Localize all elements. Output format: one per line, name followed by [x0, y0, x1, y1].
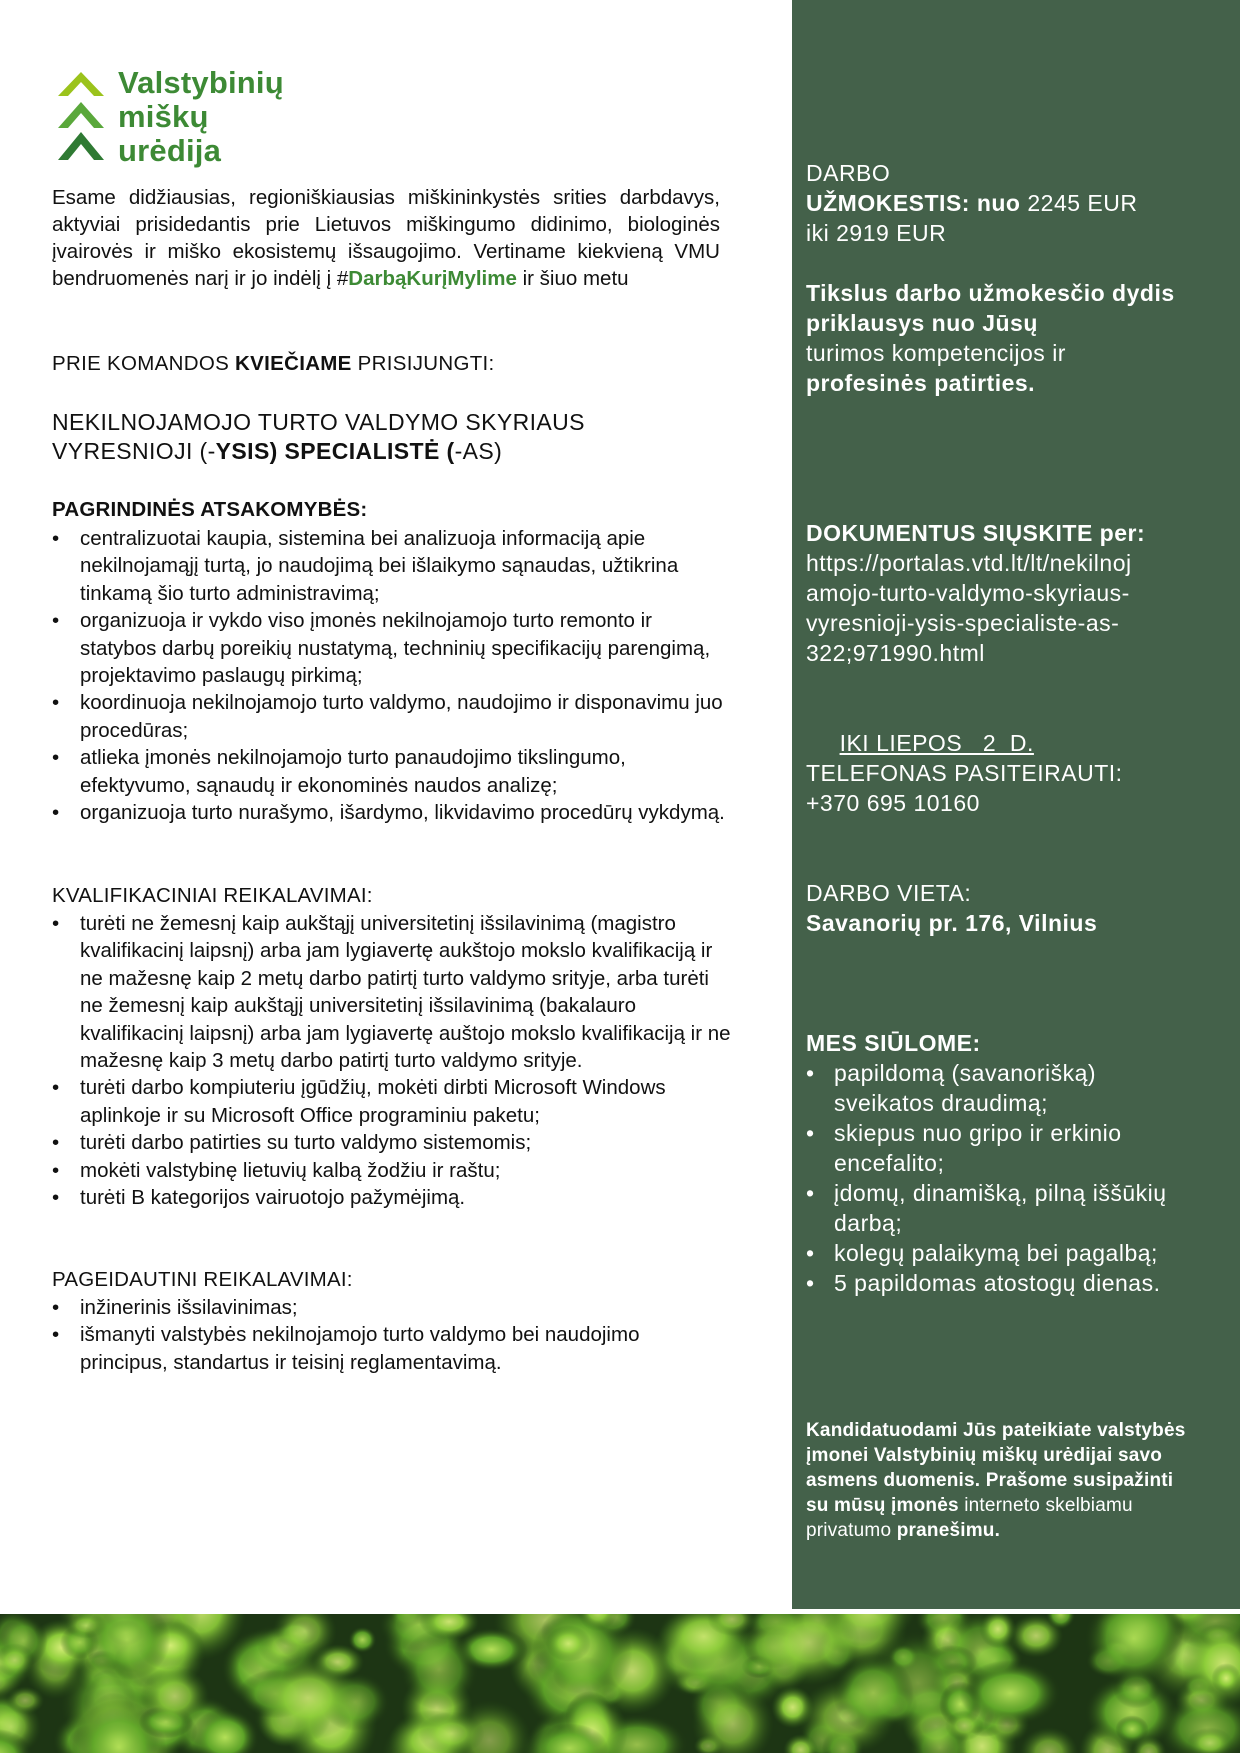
moss-tuft — [1115, 1715, 1148, 1743]
salary-block: DARBO UŽMOKESTIS: nuo 2245 EUR iki 2919 EUR — [806, 160, 1138, 246]
info-panel — [792, 0, 1240, 1609]
salary-note: Tikslus darbo užmokesčio dydis priklausys nuo Jūsų turimos kompetencijos ir profesinės patirties. — [806, 280, 1175, 396]
moss-photo-banner — [0, 1614, 1240, 1753]
list-item: • turėti darbo patirties su turto valdymo sistemomis; — [52, 1129, 732, 1156]
qualifications-title: KVALIFIKACINIAI REIKALAVIMAI: — [52, 884, 373, 907]
list-item: • organizuoja turto nurašymo, išardymo, likvidavimo procedūrų vykdymą. — [52, 799, 732, 826]
moss-tuft — [400, 1629, 478, 1710]
list-item: • kolegų palaikymą bei pagalbą; — [806, 1238, 1196, 1268]
list-item: • atlieka įmonės nekilnojamojo turto panaudojimo tikslingumo, efektyvumo, sąnaudų ir ekonominės naudos analizę; — [52, 744, 732, 799]
position-title: NEKILNOJAMOJO TURTO VALDYMO SKYRIAUS VYRESNIOJI (-YSIS) SPECIALISTĖ (-AS) — [52, 409, 585, 464]
preferred-title: PAGEIDAUTINI REIKALAVIMAI: — [52, 1268, 353, 1291]
application-link[interactable]: https://portalas.vtd.lt/lt/nekilnoj amojo-turto-valdymo-skyriaus- vyresnioji-ysis-specialiste-as- 322;971990.html — [806, 550, 1132, 666]
offer-block: MES SIŪLOME: • papildomą (savanorišką) sveikatos draudimą; • skiepus nuo gripo ir erkinio encefalito; • įdomų, dinamišką, pilną iššūkių darbą; • kolegų palaikymą bei pagalbą; • 5 papildomas atostogų dienas. — [806, 1028, 1226, 1298]
list-item: • turėti B kategorijos vairuotojo pažymėjimą. — [52, 1184, 732, 1211]
offer-list — [806, 1058, 1196, 1298]
privacy-notice: Kandidatuodami Jūs pateikiate valstybės įmonei Valstybinių miškų urėdijai savo asmens duomenis. Prašome susipažinti su mūsų įmonės interneto skelbiamu privatumo pranešimu. — [806, 1420, 1186, 1541]
logo-wordmark: Valstybinių miškų urėdija — [118, 65, 284, 168]
list-item: • centralizuotai kaupia, sistemina bei analizuoja informaciją apie nekilnojamąjį turtą, jo naudojimą bei išlaikymo sąnaudas, užtikrina tinkamą šio turto administravimą; — [52, 525, 732, 607]
company-logo — [54, 66, 294, 170]
moss-tuft — [6, 1686, 44, 1714]
qualifications-list — [52, 910, 732, 1211]
phone-number[interactable]: +370 695 10160 — [806, 790, 980, 816]
moss-tuft — [348, 1626, 377, 1653]
moss-tuft — [140, 1666, 209, 1726]
hashtag: DarbąKurįMylime — [348, 267, 517, 290]
responsibilities-title: PAGRINDINĖS ATSAKOMYBĖS: — [52, 498, 368, 521]
list-item: • skiepus nuo gripo ir erkinio encefalito; — [806, 1118, 1196, 1178]
moss-tuft — [833, 1653, 914, 1733]
list-item: • mokėti valstybinę lietuvių kalbą žodžiu ir raštu; — [52, 1157, 732, 1184]
moss-tuft — [945, 1710, 983, 1740]
list-item: • 5 papildomas atostogų dienas. — [806, 1268, 1196, 1298]
documents-block: DOKUMENTUS SIŲSKITE per: https://portalas.vtd.lt/lt/nekilnoj amojo-turto-valdymo-skyriaus- vyresnioji-ysis-specialiste-as- 322;971990.html — [806, 518, 1226, 668]
moss-tuft — [546, 1625, 591, 1662]
deadline: IKI LIEPOS 2 D. — [839, 730, 1034, 756]
moss-tuft — [1211, 1663, 1240, 1693]
list-item: • koordinuoja nekilnojamojo turto valdymo, naudojimo ir disponavimu juo procedūras; — [52, 689, 732, 744]
workplace-block: DARBO VIETA: Savanorių pr. 176, Vilnius — [806, 880, 1098, 936]
preferred-list — [52, 1294, 732, 1376]
tree-logo-icon — [54, 66, 108, 166]
moss-tuft — [1020, 1727, 1079, 1753]
moss-tuft — [256, 1656, 359, 1740]
intro-paragraph: Esame didžiausias, regioniškiausias miškininkystės srities darbdavys, aktyviai prisidedantis prie Lietuvos miškingumo didinimo, biologinės įvairovės ir miško ekosistemų išsaugojimo. Vertiname kiekvieną VMU bendruomenės narį ir jo indėlį į #DarbąKurįMylime ir šiuo metu — [52, 186, 720, 290]
list-item: • įdomų, dinamišką, pilną iššūkių darbą; — [806, 1178, 1196, 1238]
list-item: • inžinerinis išsilavinimas; — [52, 1294, 732, 1321]
invite-heading: PRIE KOMANDOS KVIEČIAME PRISIJUNGTI: — [52, 352, 495, 375]
list-item: • turėti darbo kompiuteriu įgūdžių, mokėti dirbti Microsoft Windows aplinkoje ir su Microsoft Office programiniu paketu; — [52, 1074, 732, 1129]
list-item: • papildomą (savanorišką) sveikatos draudimą; — [806, 1058, 1196, 1118]
list-item: • išmanyti valstybės nekilnojamojo turto valdymo bei naudojimo principus, standartus ir teisinį reglamentavimą. — [52, 1321, 732, 1376]
moss-illustration — [0, 1614, 1240, 1753]
phone-block: TELEFONAS PASITEIRAUTI: +370 695 10160 — [806, 758, 1226, 818]
responsibilities-list — [52, 525, 732, 826]
list-item: • turėti ne žemesnį kaip aukštąjį universitetinį išsilavinimą (magistro kvalifikacinį laipsnį) arba jam lygiavertę aukštojo mokslo kvalifikaciją ir ne mažesnę kaip 2 metų darbo patirtį turto valdymo srityje, arba turėti ne žemesnį kaip aukštąjį universitetinį išsilavinimą (bakalauro kvalifikacinį laipsnį) arba jam lygiavertę auštojo mokslo kvalifikaciją ir ne mažesnę kaip 3 metų darbo patirtį turto valdymo srityje. — [52, 910, 732, 1074]
list-item: • organizuoja ir vykdo viso įmonės nekilnojamojo turto remonto ir statybos darbų poreikių nustatymą, techninių specifikacijų parengimą, projektavimo paslaugų pirkimą; — [52, 607, 732, 689]
